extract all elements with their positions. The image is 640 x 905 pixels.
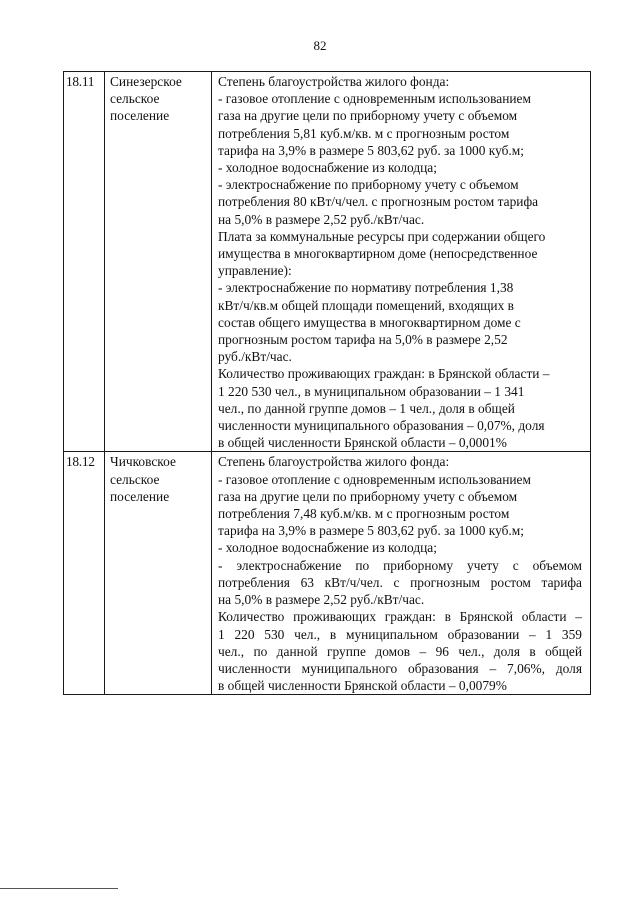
settlement-name-line: поселение: [110, 108, 170, 124]
description-line: руб./кВт/час.: [218, 349, 292, 365]
description-line: тарифа на 3,9% в размере 5 803,62 руб. за 1000 куб.м;: [218, 142, 524, 158]
settlement-name-line: Синезерское: [110, 74, 182, 89]
description-line: на 5,0% в размере 2,52 руб./кВт/час.: [218, 211, 425, 227]
description-line: тарифа на 3,9% в размере 5 803,62 руб. за 1000 куб.м;: [218, 523, 524, 539]
description-line: в общей численности Брянской области – 0,0001%: [218, 435, 507, 451]
settlement-name: [105, 72, 212, 452]
description-line: Количество проживающих граждан: в Брянской области –: [218, 366, 550, 382]
row-number: 18.11: [64, 72, 105, 452]
description-line: потребления 5,81 куб.м/кв. м с прогнозным ростом: [218, 125, 510, 141]
settlement-name-line: Чичковское: [110, 454, 176, 470]
settlement-name-line: сельское: [110, 471, 160, 487]
settlement-name-line: поселение: [110, 488, 170, 504]
housing-description: [212, 72, 591, 452]
description-line: имущества в многоквартирном доме (непосредственное: [218, 246, 538, 262]
description-line: газа на другие цели по приборному учету с объемом: [218, 108, 518, 124]
description-line: чел., по данной группе домов – 1 чел., доля в общей: [218, 400, 515, 416]
page-number: 82: [313, 38, 327, 53]
description-line: в общей численности Брянской области – 0,0079%: [218, 678, 507, 694]
description-line: 1 220 530 чел., в муниципальном образовании – 1 341: [218, 383, 525, 399]
table-row: [64, 72, 591, 452]
description-line: кВт/ч/кв.м общей площади помещений, входящих в: [218, 297, 514, 313]
description-line: Степень благоустройства жилого фонда:: [218, 454, 450, 470]
tariff-table: [63, 71, 591, 695]
description-line: - холодное водоснабжение из колодца;: [218, 540, 437, 556]
description-line: Количество проживающих граждан: в Брянской области –: [218, 609, 582, 625]
housing-description: [212, 452, 591, 695]
description-line: управление):: [218, 263, 292, 279]
description-line: прогнозным ростом тарифа на 5,0% в размере 2,52: [218, 332, 508, 348]
table-body: [64, 72, 591, 695]
footer-rule: [0, 888, 118, 889]
description-line: - электроснабжение по приборному учету с объемом: [218, 177, 519, 193]
description-line: - газовое отопление с одновременным использованием: [218, 471, 531, 487]
description-line: - холодное водоснабжение из колодца;: [218, 160, 437, 176]
description-line: газа на другие цели по приборному учету с объемом: [218, 488, 518, 504]
description-line: потребления 7,48 куб.м/кв. м с прогнозным ростом: [218, 506, 510, 522]
description-line: численности муниципального образования – 7,06%, доля: [218, 660, 582, 676]
description-line: потребления 63 кВт/ч/чел. с прогнозным ростом тарифа: [218, 574, 582, 590]
table-row: [64, 452, 591, 695]
description-line: - газовое отопление с одновременным использованием: [218, 91, 531, 107]
description-line: 1 220 530 чел., в муниципальном образовании – 1 359: [218, 626, 582, 642]
description-line: потребления 80 кВт/ч/чел. с прогнозным ростом тарифа: [218, 194, 539, 210]
description-line: - электроснабжение по приборному учету с объемом: [218, 557, 582, 573]
description-line: на 5,0% в размере 2,52 руб./кВт/час.: [218, 592, 425, 608]
description-line: Степень благоустройства жилого фонда:: [218, 74, 450, 89]
description-line: состав общего имущества в многоквартирном доме с: [218, 314, 521, 330]
settlement-name: [105, 452, 212, 695]
settlement-name-line: сельское: [110, 91, 160, 107]
description-line: численности муниципального образования – 0,07%, доля: [218, 418, 545, 434]
description-line: Плата за коммунальные ресурсы при содержании общего: [218, 228, 546, 244]
description-line: чел., по данной группе домов – 96 чел., доля в общей: [218, 643, 582, 659]
row-number: 18.12: [64, 452, 105, 695]
description-line: - электроснабжение по нормативу потребления 1,38: [218, 280, 514, 296]
